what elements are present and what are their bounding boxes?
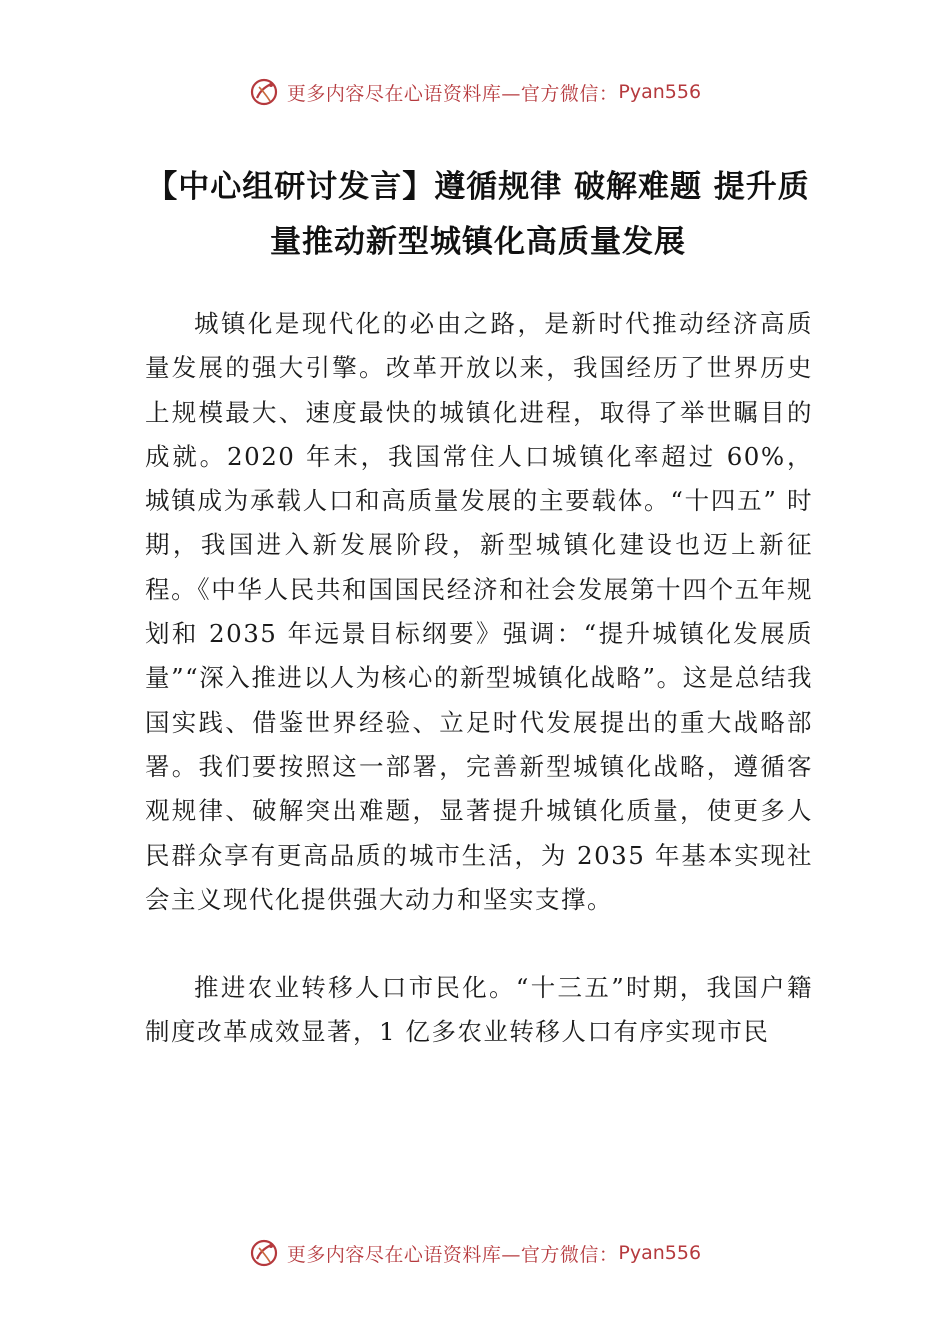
paragraph-2: 推进农业转移人口市民化。“十三五”时期，我国户籍制度改革成效显著，1 亿多农业转移人口有序实现市民 — [145, 973, 813, 1047]
footer-watermark — [0, 1233, 950, 1273]
document-body — [145, 302, 813, 1055]
brand-logo-icon — [249, 1238, 279, 1268]
watermark-text: 更多内容尽在心语资料库—官方微信： — [286, 1243, 619, 1266]
document-title: 【中心组研讨发言】遵循规律 破解难题 提升质量推动新型城镇化高质量发展 — [146, 169, 810, 260]
watermark-wechat-id: Pyan556 — [618, 81, 702, 103]
paragraph-1: 城镇化是现代化的必由之路，是新时代推动经济高质量发展的强大引擎。改革开放以来，我国经历了世界历史上规模最大、速度最快的城镇化进程，取得了举世瞩目的成就。2020 年末，我国常住人口城镇化率超过 60%， 城镇成为承载人口和高质量发展的主要载体。“十四五” 时期，我国进入新发展阶段，新型城镇化建设也迈上新征程。《中华人民共和国国民经济和社会发展第十四个五年规划和 2035 年远景目标纲要》强调：“提升城镇化发展质量”“深入推进以人为核心的新型城镇化战略”。这是总结我国实践、借鉴世界经验、立足时代发展提出的重大战略部署。我们要按照这一部署，完善新型城镇化战略，遵循客观规律、破解突出难题，显著提升城镇化质量，使更多人民群众享有更高品质的城市生活，为 2035 年基本实现社会主义现代化提供强大动力和坚实支撑。 — [145, 309, 813, 914]
header-watermark — [0, 72, 950, 112]
watermark-text: 更多内容尽在心语资料库—官方微信： — [286, 82, 619, 105]
brand-logo-icon — [249, 77, 279, 107]
watermark-wechat-id: Pyan556 — [618, 1242, 702, 1264]
